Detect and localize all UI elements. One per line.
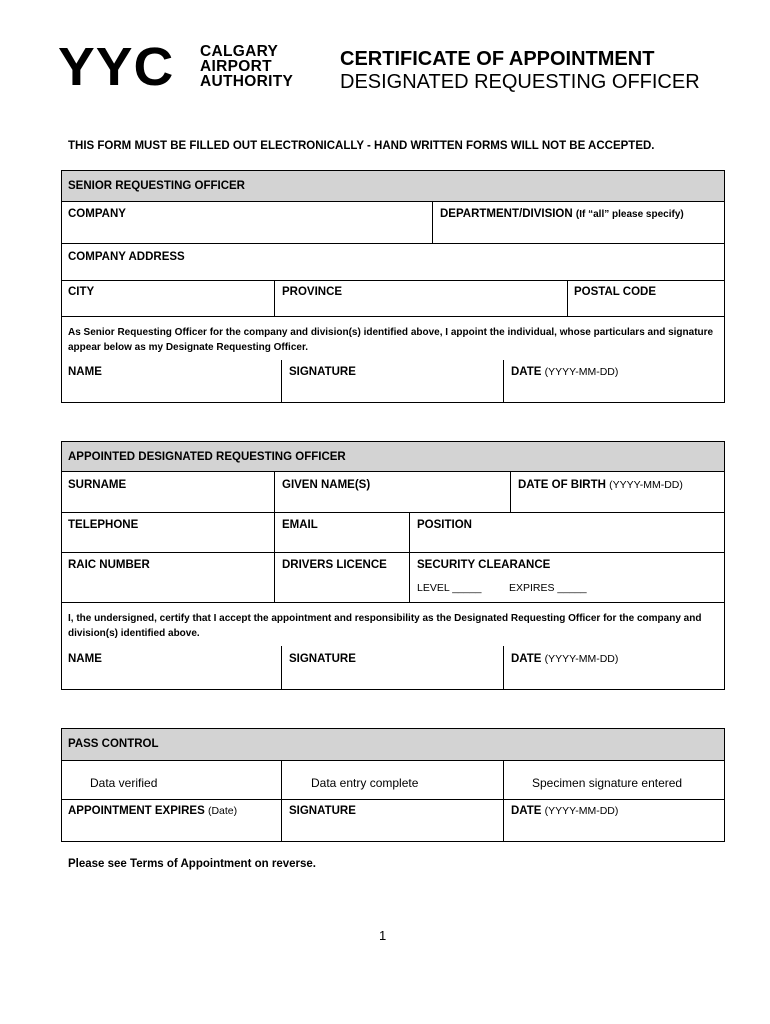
position-field[interactable]: POSITION [417, 519, 472, 531]
appointed-officer-header: APPOINTED DESIGNATED REQUESTING OFFICER [68, 451, 346, 463]
form-title: CERTIFICATE OF APPOINTMENT [340, 48, 655, 70]
logo-line-3: AUTHORITY [200, 73, 294, 90]
telephone-field[interactable]: TELEPHONE [68, 519, 139, 531]
clearance-expires-field[interactable]: EXPIRES _____ [509, 582, 587, 594]
electronic-form-notice: THIS FORM MUST BE FILLED OUT ELECTRONICALLY - HAND WRITTEN FORMS WILL NOT BE ACCEPTED. [68, 140, 655, 152]
logo-authority-name [200, 44, 293, 89]
appointed-signature-field[interactable]: SIGNATURE [289, 653, 356, 665]
appointed-date-field[interactable]: DATE (YYYY-MM-DD) [511, 653, 619, 665]
appointed-acceptance-statement: I, the undersigned, certify that I accept the appointment and responsibility as the Designated Requesting Officer for the company and division(s) identified above. [68, 613, 702, 639]
page-number: 1 [379, 928, 387, 943]
senior-officer-header: SENIOR REQUESTING OFFICER [68, 180, 245, 192]
terms-note: Please see Terms of Appointment on reverse. [68, 858, 316, 870]
appointment-expires-field[interactable]: APPOINTMENT EXPIRES (Date) [68, 805, 238, 817]
clearance-level-field[interactable]: LEVEL _____ [417, 582, 482, 594]
senior-name-field[interactable]: NAME [68, 366, 102, 378]
postal-code-field[interactable]: POSTAL CODE [574, 286, 656, 298]
senior-appointment-statement: As Senior Requesting Officer for the company and division(s) identified above, I appoint the individual, whose particulars and signature appear below as my Designate Requesting Officer. [68, 327, 714, 353]
appointed-name-field[interactable]: NAME [68, 653, 102, 665]
security-clearance-label: SECURITY CLEARANCE [417, 559, 551, 571]
company-address-field[interactable]: COMPANY ADDRESS [68, 251, 185, 263]
date-of-birth-field[interactable]: DATE OF BIRTH (YYYY-MM-DD) [518, 479, 683, 491]
drivers-licence-field[interactable]: DRIVERS LICENCE [282, 559, 387, 571]
department-field[interactable]: DEPARTMENT/DIVISION (If “all” please specify) [440, 208, 684, 220]
email-field[interactable]: EMAIL [282, 519, 318, 531]
pass-control-header-bg [62, 729, 724, 760]
pass-control-signature-field[interactable]: SIGNATURE [289, 805, 356, 817]
senior-date-field[interactable]: DATE (YYYY-MM-DD) [511, 366, 619, 378]
given-names-field[interactable]: GIVEN NAME(S) [282, 479, 371, 491]
data-entry-complete-item[interactable]: Data entry complete [311, 776, 419, 790]
data-verified-item[interactable]: Data verified [90, 776, 158, 790]
pass-control-header: PASS CONTROL [68, 738, 159, 750]
company-field[interactable]: COMPANY [68, 208, 126, 220]
city-field[interactable]: CITY [68, 286, 95, 298]
province-field[interactable]: PROVINCE [282, 286, 343, 298]
senior-signature-field[interactable]: SIGNATURE [289, 366, 356, 378]
logo-line-2: AIRPORT [200, 58, 272, 75]
surname-field[interactable]: SURNAME [68, 479, 127, 491]
yyc-logo-mark: YYC [58, 37, 175, 97]
logo-line-1: CALGARY [200, 43, 279, 60]
form-subtitle: DESIGNATED REQUESTING OFFICER [340, 71, 700, 93]
raic-number-field[interactable]: RAIC NUMBER [68, 559, 150, 571]
specimen-signature-item[interactable]: Specimen signature entered [532, 776, 683, 790]
pass-control-date-field[interactable]: DATE (YYYY-MM-DD) [511, 805, 619, 817]
